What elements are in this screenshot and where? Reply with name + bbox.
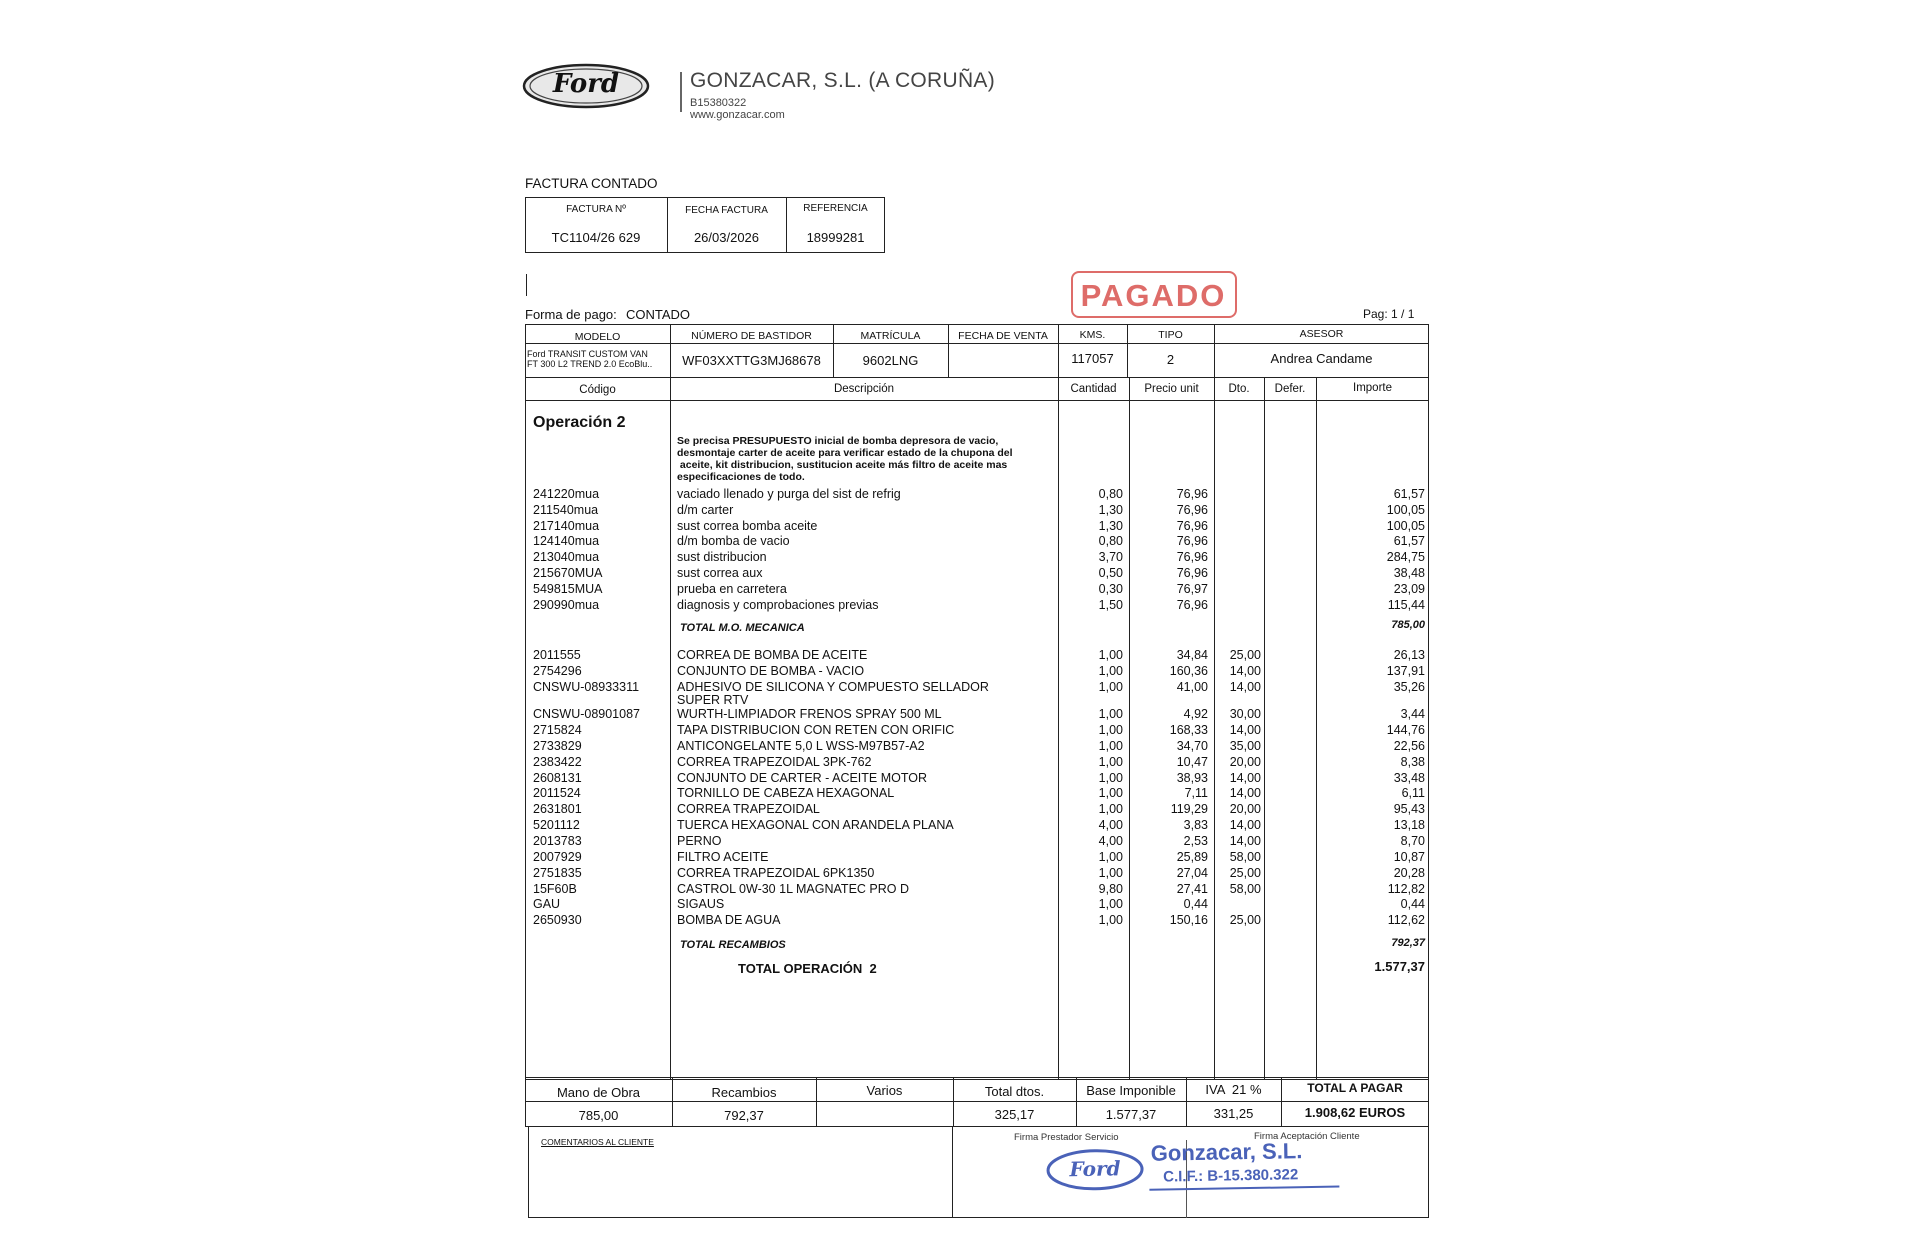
line-unit-price: 76,96 (1176, 550, 1208, 565)
line-amount: 100,05 (1386, 518, 1425, 533)
line-amount: 137,91 (1386, 663, 1425, 678)
parts-row (0, 818, 1920, 832)
line-unit-price: 76,96 (1176, 518, 1208, 533)
line-amount: 38,48 (1393, 566, 1425, 580)
labour-total-label: TOTAL M.O. MECANICA (680, 622, 805, 634)
line-description: CONJUNTO DE CARTER - ACEITE MOTOR (677, 770, 928, 785)
line-quantity: 1,00 (1098, 897, 1123, 912)
line-unit-price: 119,29 (1170, 802, 1208, 817)
line-description: ANTICONGELANTE 5,0 L WSS-M97B57-A2 (677, 738, 925, 753)
parts-row (0, 739, 1920, 753)
line-description-continued: SUPER RTV (677, 692, 749, 707)
summary-value-discounts: 325,17 (994, 1107, 1035, 1122)
line-code: GAU (533, 897, 561, 912)
paid-stamp: PAGADO (1071, 271, 1237, 318)
line-code: 549815MUA (533, 581, 603, 596)
labour-row (0, 598, 1920, 612)
line-quantity: 1,00 (1098, 802, 1123, 817)
line-description: sust correa bomba aceite (677, 518, 818, 533)
line-amount: 144,76 (1386, 723, 1425, 738)
line-discount: 14,00 (1229, 834, 1261, 848)
line-description: CASTROL 0W-30 1L MAGNATEC PRO D (677, 881, 909, 896)
summary-value-labour: 785,00 (578, 1108, 619, 1123)
vehicle-header-vin: NÚMERO DE BASTIDOR (691, 330, 812, 342)
lines-header-amount: Importe (1353, 382, 1392, 394)
line-description: BOMBA DE AGUA (677, 913, 781, 928)
line-description: diagnosis y comprobaciones previas (677, 597, 879, 612)
line-quantity: 0,80 (1098, 534, 1123, 549)
vehicle-header-model: MODELO (574, 331, 621, 343)
line-quantity: 1,00 (1098, 865, 1123, 880)
parts-row (0, 802, 1920, 816)
labour-row (0, 534, 1920, 548)
line-unit-price: 4,92 (1183, 707, 1208, 722)
line-code: 2608131 (533, 770, 582, 785)
summary-label-total: TOTAL A PAGAR (1307, 1081, 1403, 1095)
parts-row (0, 897, 1920, 911)
invoice-reference: 18999281 (806, 230, 865, 245)
line-description: prueba en carretera (677, 581, 787, 596)
vehicle-advisor: Andrea Candame (1270, 351, 1373, 366)
vehicle-kms: 117057 (1071, 351, 1114, 366)
payment-value: CONTADO (626, 307, 691, 322)
parts-row (0, 913, 1920, 927)
line-discount: 14,00 (1229, 723, 1261, 738)
line-amount: 115,44 (1387, 597, 1425, 612)
line-unit-price: 41,00 (1176, 679, 1208, 694)
line-description: vaciado llenado y purga del sist de refrig (677, 487, 901, 501)
line-description: sust distribucion (677, 550, 767, 565)
line-description: PERNO (677, 834, 722, 848)
line-quantity: 1,00 (1098, 707, 1123, 722)
vehicle-header-advisor: ASESOR (1299, 328, 1344, 340)
signature-provider-label: Firma Prestador Servicio (1014, 1132, 1119, 1143)
line-discount: 25,00 (1229, 865, 1261, 880)
line-amount: 100,05 (1386, 502, 1425, 517)
line-code: CNSWU-08901087 (533, 707, 640, 722)
line-unit-price: 3,83 (1183, 818, 1208, 833)
line-amount: 61,57 (1393, 534, 1425, 549)
line-quantity: 4,00 (1098, 834, 1123, 848)
parts-row (0, 866, 1920, 880)
line-code: 2715824 (533, 723, 582, 738)
summary-label-labour: Mano de Obra (556, 1085, 641, 1100)
line-amount: 112,62 (1387, 913, 1425, 928)
line-quantity: 1,00 (1098, 754, 1123, 769)
line-amount: 95,43 (1393, 802, 1425, 817)
line-description: WURTH-LIMPIADOR FRENOS SPRAY 500 ML (677, 707, 942, 722)
line-amount: 112,82 (1387, 881, 1425, 896)
line-description: ADHESIVO DE SILICONA Y COMPUESTO SELLADOR (677, 679, 989, 694)
invoice-number-label: FACTURA Nº (566, 204, 626, 215)
line-amount: 35,26 (1393, 679, 1425, 694)
lines-header-defer: Defer. (1274, 383, 1306, 395)
line-unit-price: 27,04 (1176, 865, 1208, 880)
line-description: d/m bomba de vacio (677, 534, 790, 549)
parts-row (0, 664, 1920, 678)
invoice-date-label: FECHA FACTURA (685, 205, 768, 216)
line-amount: 3,44 (1400, 707, 1425, 722)
page-number: Pag: 1 / 1 (1363, 307, 1415, 321)
line-unit-price: 168,33 (1169, 723, 1208, 738)
line-amount: 33,48 (1393, 770, 1425, 785)
line-description: CORREA DE BOMBA DE ACEITE (677, 648, 868, 662)
line-amount: 284,75 (1386, 550, 1425, 565)
vehicle-header-plate: MATRÍCULA (860, 330, 921, 342)
summary-label-parts: Recambios (711, 1085, 777, 1100)
parts-row (0, 786, 1920, 800)
line-code: 215670MUA (533, 566, 603, 580)
line-unit-price: 76,97 (1176, 581, 1208, 596)
summary-label-taxable-base: Base Imponible (1086, 1083, 1176, 1098)
line-unit-price: 38,93 (1176, 770, 1208, 785)
line-code: 124140mua (533, 534, 600, 549)
line-discount: 14,00 (1229, 770, 1261, 785)
line-quantity: 0,80 (1098, 487, 1123, 501)
line-amount: 8,70 (1400, 834, 1425, 848)
parts-row (0, 707, 1920, 721)
line-code: 241220mua (533, 487, 600, 501)
labour-row (0, 487, 1920, 501)
parts-total-label: TOTAL RECAMBIOS (680, 939, 786, 951)
labour-row (0, 582, 1920, 596)
line-code: 213040mua (533, 550, 600, 565)
operation-total-value: 1.577,37 (1374, 959, 1425, 974)
parts-row (0, 771, 1920, 785)
company-cif: B15380322 (690, 97, 747, 109)
operation-note-line: aceite, kit distribucion, sustitucion aceite más filtro de aceite mas (677, 459, 1008, 471)
labour-total-value: 785,00 (1391, 619, 1425, 631)
line-code: 2011555 (533, 648, 581, 662)
line-amount: 8,38 (1400, 754, 1425, 769)
vehicle-model-line2: FT 300 L2 TREND 2.0 EcoBlu.. (527, 359, 653, 369)
line-quantity: 1,00 (1098, 679, 1123, 694)
line-unit-price: 76,96 (1176, 502, 1208, 517)
line-quantity: 1,00 (1098, 849, 1123, 864)
line-quantity: 0,50 (1098, 566, 1123, 580)
parts-row (0, 755, 1920, 769)
operation-note-line: Se precisa PRESUPUESTO inicial de bomba depresora de vacio, (677, 435, 999, 447)
line-unit-price: 0,44 (1183, 897, 1208, 912)
line-unit-price: 2,53 (1183, 834, 1208, 848)
invoice-ref-label: REFERENCIA (803, 203, 868, 214)
line-amount: 0,44 (1400, 897, 1425, 912)
company-web: www.gonzacar.com (690, 109, 785, 121)
line-description: TORNILLO DE CABEZA HEXAGONAL (677, 786, 895, 801)
line-unit-price: 76,96 (1176, 534, 1208, 549)
line-quantity: 9,80 (1098, 881, 1123, 896)
ford-logo: Ford (522, 63, 650, 109)
parts-row (0, 850, 1920, 864)
comments-label: COMENTARIOS AL CLIENTE (541, 1137, 654, 1147)
lines-header-qty: Cantidad (1070, 383, 1117, 395)
operation-total-label: TOTAL OPERACIÓN 2 (738, 961, 877, 976)
line-code: 2631801 (533, 802, 582, 817)
line-discount: 20,00 (1229, 802, 1261, 817)
line-unit-price: 150,16 (1169, 913, 1208, 928)
line-code: 15F60B (533, 881, 577, 896)
line-amount: 20,28 (1393, 865, 1425, 880)
line-code: 211540mua (533, 502, 599, 517)
invoice-date: 26/03/2026 (693, 230, 760, 245)
vehicle-header-kms: KMS. (1079, 329, 1106, 341)
summary-value-vat: 331,25 (1213, 1106, 1254, 1121)
lines-header-price: Precio unit (1144, 383, 1199, 395)
line-amount: 22,56 (1393, 738, 1425, 753)
line-description: SIGAUS (677, 897, 725, 912)
line-code: 2013783 (533, 834, 582, 848)
lines-header-code: Código (579, 384, 616, 396)
line-quantity: 1,00 (1098, 648, 1123, 662)
signature-client-label: Firma Aceptación Cliente (1254, 1131, 1360, 1142)
labour-row (0, 503, 1920, 517)
line-code: 2383422 (533, 754, 582, 769)
line-unit-price: 34,70 (1176, 738, 1208, 753)
vehicle-header-sale-date: FECHA DE VENTA (958, 330, 1048, 342)
line-amount: 23,09 (1393, 581, 1425, 596)
line-discount: 58,00 (1229, 849, 1261, 864)
line-discount: 20,00 (1229, 754, 1261, 769)
lines-header-desc: Descripción (833, 383, 895, 395)
vehicle-vin: WF03XXTTG3MJ68678 (682, 353, 821, 368)
summary-label-vat: IVA 21 % (1205, 1082, 1262, 1097)
operation-note-line: especificaciones de todo. (677, 471, 805, 483)
parts-row (0, 834, 1920, 848)
line-discount: 14,00 (1229, 818, 1261, 833)
labour-row (0, 566, 1920, 580)
summary-label-discounts: Total dtos. (984, 1084, 1045, 1099)
vehicle-model-line1: Ford TRANSIT CUSTOM VAN (527, 349, 648, 359)
line-quantity: 0,30 (1098, 581, 1123, 596)
line-unit-price: 7,11 (1184, 786, 1208, 801)
parts-row (0, 882, 1920, 896)
line-description: TUERCA HEXAGONAL CON ARANDELA PLANA (677, 818, 954, 833)
vehicle-header-type: TIPO (1158, 329, 1183, 341)
line-amount: 10,87 (1393, 849, 1425, 864)
line-description: d/m carter (677, 502, 734, 517)
line-unit-price: 27,41 (1176, 881, 1208, 896)
line-quantity: 1,50 (1098, 597, 1123, 612)
line-code: 217140mua (533, 518, 600, 533)
parts-row (0, 679, 1920, 707)
line-unit-price: 160,36 (1169, 663, 1208, 678)
company-stamp: Ford Gonzacar, S.L. C.I.F.: B-15.380.322 (1045, 1135, 1346, 1196)
line-discount: 14,00 (1229, 786, 1261, 801)
line-description: CONJUNTO DE BOMBA - VACIO (677, 663, 865, 678)
lines-header-dto: Dto. (1228, 383, 1250, 395)
line-code: 5201112 (533, 818, 580, 833)
line-quantity: 1,00 (1098, 913, 1123, 928)
line-quantity: 1,00 (1098, 723, 1123, 738)
summary-value-total: 1.908,62 EUROS (1304, 1105, 1406, 1120)
line-description: TAPA DISTRIBUCION CON RETEN CON ORIFIC (677, 723, 955, 738)
line-discount: 14,00 (1229, 663, 1261, 678)
line-amount: 6,11 (1401, 786, 1425, 801)
labour-row (0, 519, 1920, 533)
summary-label-misc: Varios (866, 1083, 903, 1098)
line-quantity: 3,70 (1098, 550, 1123, 565)
line-code: 2011524 (533, 786, 581, 801)
line-unit-price: 76,96 (1176, 487, 1208, 501)
line-quantity: 1,00 (1098, 738, 1123, 753)
line-code: 2007929 (533, 849, 582, 864)
line-amount: 61,57 (1393, 487, 1425, 501)
line-quantity: 1,00 (1098, 770, 1123, 785)
line-unit-price: 76,96 (1176, 597, 1208, 612)
line-quantity: 1,00 (1098, 663, 1123, 678)
parts-row (0, 723, 1920, 737)
parts-total-value: 792,37 (1391, 937, 1425, 949)
payment-label: Forma de pago: (525, 307, 617, 322)
line-quantity: 4,00 (1098, 818, 1123, 833)
vehicle-plate: 9602LNG (862, 353, 919, 368)
line-unit-price: 25,89 (1176, 849, 1208, 864)
line-quantity: 1,30 (1098, 518, 1123, 533)
line-code: 290990mua (533, 597, 600, 612)
line-discount: 25,00 (1229, 913, 1261, 928)
labour-row (0, 550, 1920, 564)
summary-value-taxable-base: 1.577,37 (1105, 1107, 1157, 1122)
line-code: 2650930 (533, 913, 582, 928)
invoice-number: TC1104/26 629 (551, 230, 641, 245)
line-unit-price: 10,47 (1176, 754, 1208, 769)
line-description: CORREA TRAPEZOIDAL 6PK1350 (677, 865, 875, 880)
line-code: 2751835 (533, 865, 582, 880)
line-description: CORREA TRAPEZOIDAL 3PK-762 (677, 754, 872, 769)
line-description: FILTRO ACEITE (677, 849, 769, 864)
line-quantity: 1,00 (1098, 786, 1123, 801)
line-code: 2733829 (533, 738, 582, 753)
line-amount: 26,13 (1393, 648, 1425, 662)
line-discount: 30,00 (1229, 707, 1261, 722)
parts-row (0, 648, 1920, 662)
line-discount: 14,00 (1229, 679, 1261, 694)
line-code: CNSWU-08933311 (533, 679, 640, 694)
vehicle-type: 2 (1166, 352, 1175, 367)
line-discount: 35,00 (1229, 738, 1261, 753)
line-unit-price: 34,84 (1176, 648, 1208, 662)
operation-title: Operación 2 (533, 414, 626, 431)
document-type: FACTURA CONTADO (525, 176, 658, 191)
line-code: 2754296 (533, 663, 582, 678)
line-unit-price: 76,96 (1176, 566, 1208, 580)
operation-note-line: desmontaje carter de aceite para verificar estado de la chupona del (677, 447, 1013, 459)
summary-value-parts: 792,37 (724, 1108, 764, 1123)
line-description: CORREA TRAPEZOIDAL (677, 802, 820, 817)
line-quantity: 1,30 (1098, 502, 1123, 517)
line-discount: 25,00 (1229, 648, 1261, 662)
company-name: GONZACAR, S.L. (A CORUÑA) (690, 69, 996, 92)
line-discount: 58,00 (1229, 881, 1261, 896)
line-amount: 13,18 (1393, 818, 1425, 833)
line-description: sust correa aux (677, 566, 763, 580)
